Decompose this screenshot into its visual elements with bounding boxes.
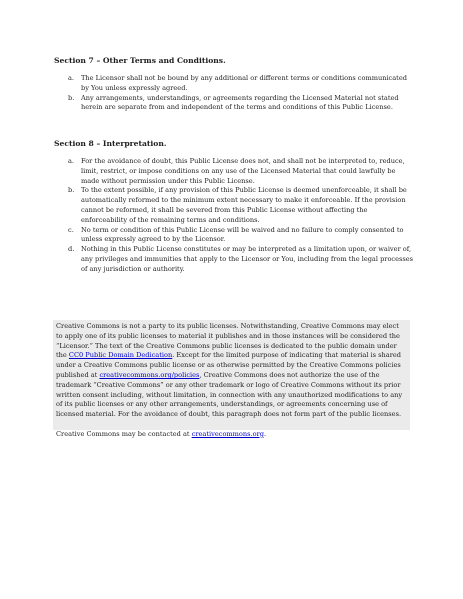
notice-text: Creative Commons is not a party to its public licenses. Notwithstanding, Creative Commons may elect to apply one of its public licenses to material it publishes and in those instances will be considered the “Licensor.” The text of the Creative Commons public licenses is dedicated to the public domain under the: [56, 322, 400, 360]
notice-text: . Except for the limited purpose of indicating that material is shared under a Creative Commons public license or as otherwise permitted by the Creative Commons policies published at: [56, 351, 401, 379]
cc0-link[interactable]: CC0 Public Domain Dedication: [68, 351, 173, 360]
list-item: [54, 94, 414, 114]
notice-text: , Creative Commons does not authorize the use of the trademark “Creative Commons” or any other trademark or logo of Creative Commons without its prior written consent including, without limitation, in connection with any unauthorized modifications to any of its public licenses or any other arrangements, understandings, or agreements concerning use of licensed material. For the avoidance of doubt, this paragraph does not form part of the public licenses.: [56, 370, 403, 419]
contact-text: Creative Commons may be contacted at: [56, 429, 192, 438]
list-marker: c.: [68, 225, 74, 234]
section-8-list: [54, 157, 414, 275]
creative-commons-notice: [53, 320, 410, 438]
list-item-text: Nothing in this Public License constitutes or may be interpreted as a limitation upon, or waiver of, any privileges and immunities that apply to the Licensor or You, including from the legal processes of any jurisdiction or authority.: [81, 245, 414, 273]
list-item-text: Any arrangements, understandings, or agreements regarding the Licensed Material not stated herein are separate from and independent of the terms and conditions of this Public License.: [81, 93, 399, 112]
section-8-title: Section 8 – Interpretation.: [54, 139, 167, 148]
section-7-list: [54, 74, 414, 113]
list-item-text: To the extent possible, if any provision of this Public License is deemed unenforceable, it shall be automatically reformed to the minimum extent necessary to make it enforceable. If the provision cannot be reformed, it shall be severed from this Public License without affecting the enforceability of the remaining terms and conditions.: [81, 186, 407, 224]
creativecommons-link[interactable]: creativecommons.org: [191, 429, 264, 438]
list-marker: a.: [68, 157, 75, 165]
contact-text: .: [263, 429, 267, 438]
notice-paragraph: [56, 322, 407, 420]
list-item: [54, 186, 414, 225]
list-item: [54, 157, 414, 186]
list-item-text: The Licensor shall not be bound by any additional or different terms or conditions communicated by You unless expressly agreed.: [81, 74, 407, 92]
list-marker: a.: [68, 74, 75, 82]
list-item-text: No term or condition of this Public License will be waived and no failure to comply consented to unless expressly agreed to by the Licensor.: [81, 225, 404, 244]
list-marker: b.: [68, 93, 75, 102]
list-item: [54, 226, 414, 246]
list-item: [54, 74, 414, 94]
list-item: [54, 245, 414, 274]
list-marker: b.: [68, 186, 75, 195]
contact-paragraph: [56, 430, 407, 440]
section-7-title: Section 7 – Other Terms and Conditions.: [54, 56, 226, 65]
list-item-text: For the avoidance of doubt, this Public License does not, and shall not be interpreted to, reduce, limit, restrict, or impose conditions on any use of the Licensed Material that could lawfully be made without permission under this Public License.: [81, 157, 405, 185]
list-marker: d.: [68, 245, 75, 254]
policies-link[interactable]: creativecommons.org/policies: [99, 370, 200, 379]
